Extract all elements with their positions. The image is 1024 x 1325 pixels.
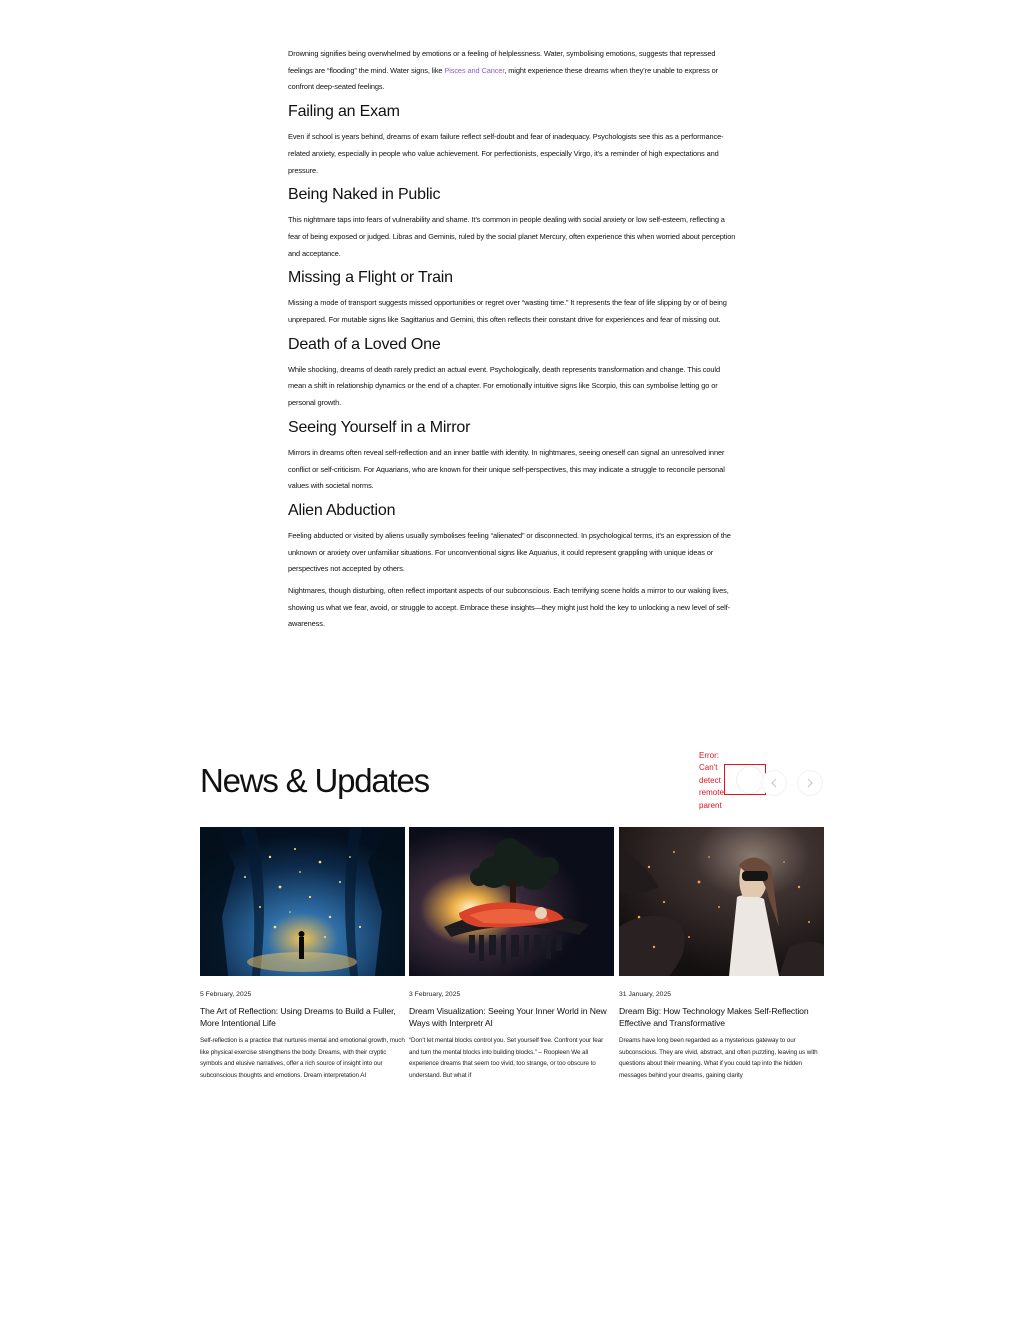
pisces-cancer-link[interactable]: Pisces and Cancer [444, 65, 505, 75]
section-body-death-loved-one: While shocking, dreams of death rarely predict an actual event. Psychologically, death represents transformation and change. This could mean a shift in relationship dynamics or the end of a chapter. For emotionally intuitive signs like Scorpio, this can symbolise letting go or personal growth. [288, 364, 720, 408]
loader-circle [736, 766, 764, 794]
section-heading-failing-exam: Failing an Exam [288, 103, 400, 121]
section-heading-mirror: Seeing Yourself in a Mirror [288, 418, 471, 436]
article-conclusion: Nightmares, though disturbing, often reflect important aspects of our subconscious. Each terrifying scene holds a mirror to our waking lives, showing us what we fear, avoid, or struggle to accept. Embrace these insights—they might just hold the key to unlocking a new level of self-awareness. [288, 586, 730, 629]
section-heading-missing-flight: Missing a Flight or Train [288, 269, 453, 287]
section-body-naked-public: This nightmare taps into fears of vulnerability and shame. It’s common in people dealing with social anxiety or low self-esteem, reflecting a fear of being exposed or judged. Libras and Geminis, ruled by the social planet Mercury, often experience this when worried about perception and acceptance. [288, 215, 736, 258]
section-heading-alien-abduction: Alien Abduction [288, 501, 396, 519]
carousel-next-button[interactable] [797, 770, 823, 796]
news-card[interactable] [409, 827, 614, 1081]
section-body-missing-flight: Missing a mode of transport suggests missed opportunities or regret over “wasting time.” It represents the fear of life slipping by or of being unprepared. For mutable signs like Sagittarius and Gemini, this often reflects their constant drive for experiences and fear of missing out. [288, 298, 727, 325]
chevron-right-icon [806, 778, 814, 788]
card-image-floating-island[interactable] [409, 827, 614, 976]
card-excerpt: “Don’t let mental blocks control you. Set yourself free. Confront your fear and turn the mental blocks into building blocks.” – Roopleen We all experience dreams that seem too vivid, too strange, or too obscure to understand. But what if [409, 1037, 604, 1079]
card-date: 5 February, 2025 [200, 991, 252, 998]
chevron-left-icon [770, 778, 778, 788]
section-heading-naked-public: Being Naked in Public [288, 186, 441, 204]
news-card[interactable] [619, 827, 824, 1081]
card-image-vr-girl-cave[interactable] [619, 827, 824, 976]
article-body [288, 46, 738, 638]
card-title[interactable]: Dream Visualization: Seeing Your Inner World in New Ways with Interpretr AI [409, 1006, 607, 1028]
card-title[interactable]: Dream Big: How Technology Makes Self-Reflection Effective and Transformative [619, 1006, 809, 1028]
section-body-alien-abduction: Feeling abducted or visited by aliens usually symbolises feeling “alienated” or disconnected. In psychological terms, it’s an expression of the unknown or anxiety over unfamiliar situations. For unconventional signs like Aquarius, it could represent grappling with unique ideas or perspectives not accepted by others. [288, 530, 731, 574]
carousel-prev-button[interactable] [761, 770, 787, 796]
news-section-title: News & Updates [200, 762, 429, 799]
article-intro-paragraph: Drowning signifies being overwhelmed by emotions or a feeling of helplessness. Water, symbolising emotions, suggests that repressed feelings are “flooding” the mind. Water signs, like Pisces and Cancer, might experience these dreams when they’re unable to express or confront deep-seated feelings. [288, 49, 719, 92]
section-heading-death-loved-one: Death of a Loved One [288, 335, 441, 353]
section-body-failing-exam: Even if school is years behind, dreams of exam failure reflect self-doubt and fear of inadequacy. Psychologists see this as a performance-related anxiety, especially in people who value achievement. For perfectionists, especially Virgo, it’s a reminder of high expectations and pressure. [288, 132, 724, 175]
card-date: 31 January, 2025 [619, 991, 672, 998]
card-image-enchanted-forest[interactable] [200, 827, 405, 976]
card-title[interactable]: The Art of Reflection: Using Dreams to Build a Fuller, More Intentional Life [200, 1006, 396, 1028]
news-card[interactable] [200, 827, 405, 1081]
card-date: 3 February, 2025 [409, 991, 461, 998]
card-excerpt: Self-reflection is a practice that nurtures mental and emotional growth, much like physical exercise strengthens the body. Dreams, with their cryptic symbols and elusive narratives, offer a rich source of insight into our subconscious thoughts and emotions. Dream interpretation AI [200, 1037, 405, 1079]
card-excerpt: Dreams have long been regarded as a mysterious gateway to our subconscious. They are vivid, abstract, and often puzzling, leaving us with questions about their meaning. What if you could tap into the hidden messages behind your dreams, gaining clarity [619, 1037, 818, 1079]
section-body-mirror: Mirrors in dreams often reveal self-reflection and an inner battle with identity. In nightmares, seeing oneself can signal an unresolved inner conflict or self-criticism. For Aquarians, who are known for their unique self-perspectives, this may indicate a struggle to reconcile personal values with societal norms. [288, 447, 725, 491]
error-message: Error: Can't detect remote parent [699, 751, 724, 810]
